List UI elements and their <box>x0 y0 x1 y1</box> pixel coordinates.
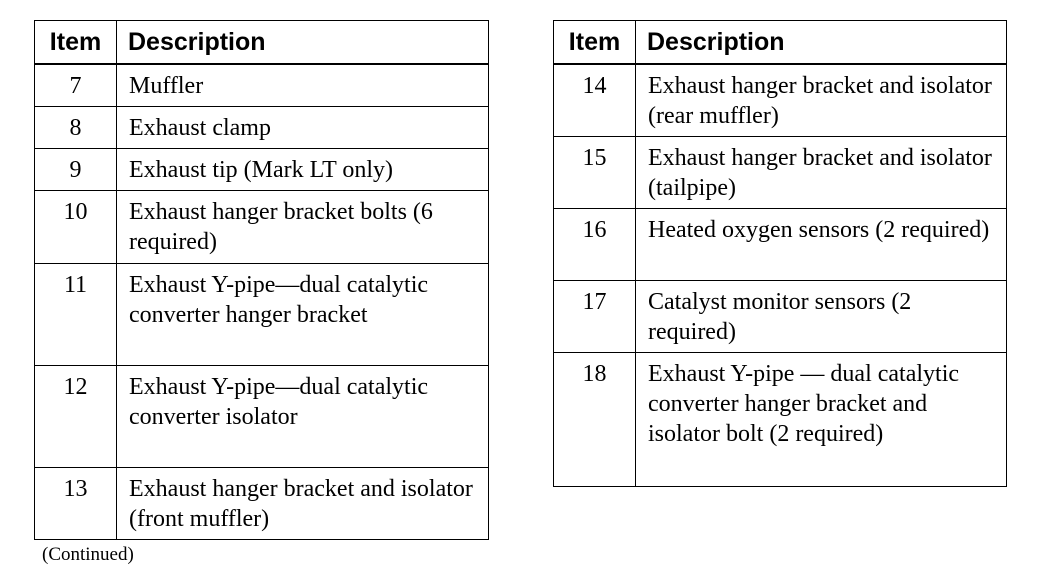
description-column-header: Description <box>117 21 489 65</box>
item-description: Exhaust Y-pipe — dual catalytic converter hanger bracket and isolator bolt (2 required) <box>636 352 1007 486</box>
table-row <box>35 263 489 365</box>
table-row <box>35 365 489 467</box>
item-description: Exhaust hanger bracket bolts (6 required) <box>117 190 489 263</box>
table-row <box>554 280 1007 352</box>
table-row <box>35 64 489 106</box>
item-number: 10 <box>35 190 117 263</box>
table-row <box>35 148 489 190</box>
parts-table-left <box>34 20 489 540</box>
item-number: 15 <box>554 136 636 208</box>
item-description: Exhaust clamp <box>117 106 489 148</box>
item-description: Exhaust Y-pipe—dual catalytic converter isolator <box>117 365 489 467</box>
item-column-header: Item <box>35 21 117 65</box>
item-number: 18 <box>554 352 636 486</box>
item-description: Heated oxygen sensors (2 required) <box>636 208 1007 280</box>
item-description: Exhaust tip (Mark LT only) <box>117 148 489 190</box>
item-description: Exhaust Y-pipe—dual catalytic converter hanger bracket <box>117 263 489 365</box>
item-number: 8 <box>35 106 117 148</box>
table-header-row <box>554 21 1007 65</box>
table-row <box>554 136 1007 208</box>
item-description: Exhaust hanger bracket and isolator (rear muffler) <box>636 64 1007 136</box>
parts-table-right <box>553 20 1007 487</box>
table-row <box>554 208 1007 280</box>
item-number: 17 <box>554 280 636 352</box>
table-row <box>35 190 489 263</box>
table-row <box>35 467 489 539</box>
item-number: 13 <box>35 467 117 539</box>
item-description: Exhaust hanger bracket and isolator (tailpipe) <box>636 136 1007 208</box>
description-column-header: Description <box>636 21 1007 65</box>
item-description: Muffler <box>117 64 489 106</box>
table-row <box>554 64 1007 136</box>
table-row <box>554 352 1007 486</box>
continued-note: (Continued) <box>42 544 134 565</box>
table-row <box>35 106 489 148</box>
item-column-header: Item <box>554 21 636 65</box>
item-number: 7 <box>35 64 117 106</box>
item-description: Exhaust hanger bracket and isolator (front muffler) <box>117 467 489 539</box>
item-number: 16 <box>554 208 636 280</box>
item-number: 9 <box>35 148 117 190</box>
item-number: 11 <box>35 263 117 365</box>
item-number: 12 <box>35 365 117 467</box>
table-header-row <box>35 21 489 65</box>
item-number: 14 <box>554 64 636 136</box>
item-description: Catalyst monitor sensors (2 required) <box>636 280 1007 352</box>
